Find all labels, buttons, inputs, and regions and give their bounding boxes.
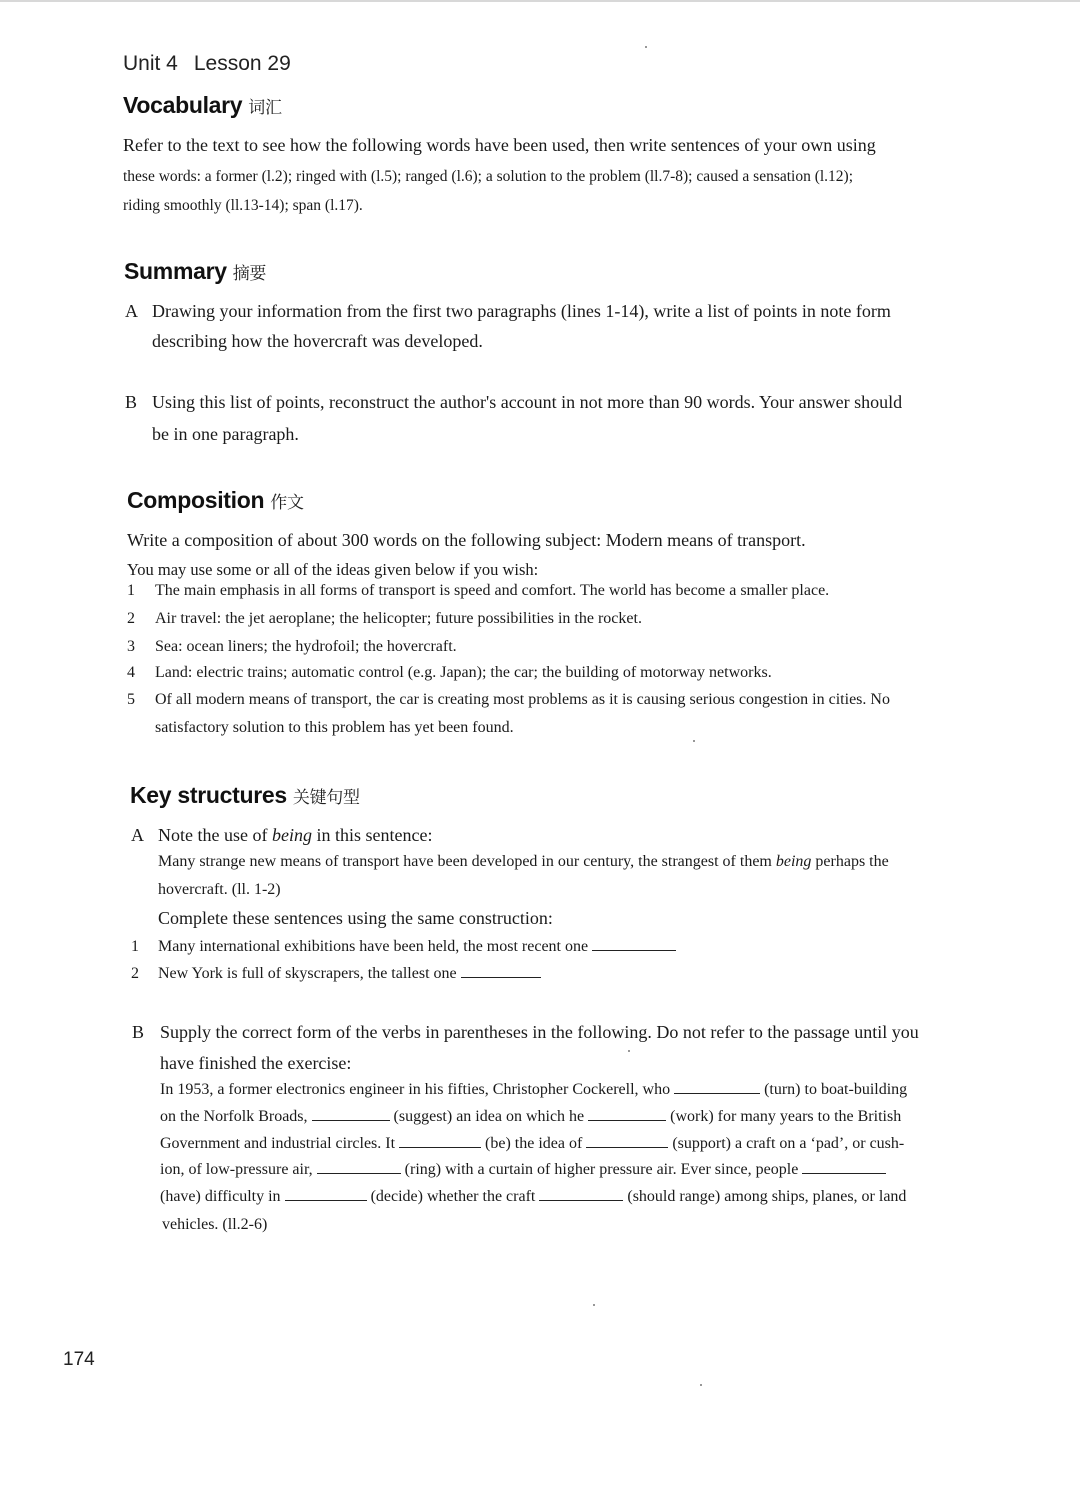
answer-blank[interactable]: [802, 1163, 886, 1174]
scan-speck: [593, 1304, 595, 1306]
idea-text: Of all modern means of transport, the car is creating most problems as it is causing serious congestion in cities. No: [155, 691, 890, 708]
passage-text: (ring) with a curtain of higher pressure air. Ever since, people: [404, 1161, 799, 1178]
note-pre: Note the use of: [158, 825, 272, 845]
composition-title: Composition: [127, 487, 265, 513]
unit-lesson-header: [123, 52, 291, 76]
answer-blank[interactable]: [539, 1190, 623, 1201]
vocabulary-line-2: these words: a former (l.2); ringed with (l.5); ranged (l.6); a solution to the problem (ll.7-8); caused a sensation (l.12);: [123, 168, 854, 185]
idea-item: [127, 691, 1007, 741]
passage-text: (be) the idea of: [485, 1135, 583, 1152]
answer-blank[interactable]: [312, 1110, 390, 1121]
scan-speck: [628, 1050, 630, 1052]
vocabulary-line-1: Refer to the text to see how the following words have been used, then write sentences of your own using: [123, 135, 876, 155]
passage-text: (suggest) an idea on which he: [393, 1108, 585, 1125]
example-post: perhaps the: [811, 853, 889, 870]
example-pre: Many strange new means of transport have been developed in our century, the strangest of them: [158, 853, 776, 870]
composition-intro: Write a composition of about 300 words on the following subject: Modern means of transport.: [127, 530, 806, 550]
idea-text: The main emphasis in all forms of transport is speed and comfort. The world has become a smaller place.: [155, 582, 830, 599]
answer-blank[interactable]: [586, 1137, 668, 1148]
note-emphasis: being: [271, 825, 312, 845]
top-border: [0, 0, 1080, 2]
passage-line: [162, 1216, 267, 1234]
idea-number: 4: [127, 664, 135, 681]
item-text: Using this list of points, reconstruct the author's account in not more than 90 words. Your answer should: [152, 392, 903, 412]
scan-speck: [700, 1384, 702, 1386]
passage-text: (turn) to boat-building: [764, 1081, 908, 1098]
idea-text: Air travel: the jet aeroplane; the helicopter; future possibilities in the rocket.: [155, 610, 642, 627]
idea-item: [127, 664, 1007, 686]
item-label: A: [125, 301, 138, 321]
note-post: in this sentence:: [311, 825, 433, 845]
answer-blank[interactable]: [461, 967, 541, 978]
note-text: [158, 825, 432, 846]
example-sentence-line-2: hovercraft. (ll. 1-2): [158, 881, 281, 898]
answer-blank[interactable]: [588, 1110, 666, 1121]
exercise-number: 2: [131, 965, 139, 982]
passage-text: Government and industrial circles. It: [160, 1135, 396, 1152]
key-structures-a-note: [131, 825, 433, 846]
passage-line: [160, 1188, 906, 1206]
passage-text: on the Norfolk Broads,: [160, 1108, 308, 1125]
exercise-number: 1: [131, 938, 139, 955]
key-structures-heading: [130, 782, 360, 809]
item-text-2: be in one paragraph.: [152, 424, 299, 444]
idea-item: [127, 582, 1007, 604]
exercise-sentence: Many international exhibitions have been held, the most recent one: [158, 938, 589, 955]
key-structures-b: [132, 1022, 919, 1073]
lesson-label: Lesson 29: [193, 52, 291, 75]
passage-text: (decide) whether the craft: [370, 1188, 536, 1205]
unit-label: Unit 4: [123, 52, 178, 75]
summary-title: Summary: [124, 258, 227, 284]
item-text-2: describing how the hovercraft was developed.: [152, 331, 483, 351]
idea-text: Land: electric trains; automatic control (e.g. Japan); the car; the building of motorway networks.: [155, 664, 772, 681]
exercise-text: [158, 938, 676, 956]
example-emphasis: being: [775, 853, 812, 870]
vocabulary-line-3: riding smoothly (ll.13-14); span (l.17).: [123, 197, 363, 214]
idea-number: 3: [127, 638, 135, 655]
summary-heading: [124, 258, 266, 285]
passage-line: [160, 1135, 904, 1153]
page-number: 174: [63, 1349, 95, 1370]
vocabulary-heading: [123, 92, 282, 119]
passage-text: ion, of low-pressure air,: [160, 1161, 313, 1178]
example-sentence: [158, 853, 889, 871]
passage-text: (have) difficulty in: [160, 1188, 281, 1205]
idea-text: Sea: ocean liners; the hydrofoil; the hovercraft.: [155, 638, 457, 655]
idea-number: 1: [127, 582, 135, 599]
answer-blank[interactable]: [674, 1083, 760, 1094]
exercise-sentence: New York is full of skyscrapers, the tallest one: [158, 965, 457, 982]
key-structures-title: Key structures: [130, 782, 287, 808]
exercise-item: [131, 938, 831, 960]
summary-title-cn: 摘要: [232, 264, 267, 284]
passage-text: In 1953, a former electronics engineer in his fifties, Christopher Cockerell, who: [160, 1081, 671, 1098]
answer-blank[interactable]: [399, 1137, 481, 1148]
b-instruction-line-1: Supply the correct form of the verbs in parentheses in the following. Do not refer to the passage until you: [160, 1022, 919, 1042]
composition-title-cn: 作文: [270, 493, 304, 513]
idea-number: 2: [127, 610, 135, 627]
composition-sub: You may use some or all of the ideas given below if you wish:: [127, 560, 539, 579]
b-instruction-line-2: have finished the exercise:: [160, 1053, 352, 1073]
idea-number: 5: [127, 691, 135, 708]
passage-text: (work) for many years to the British: [670, 1108, 902, 1125]
answer-blank[interactable]: [592, 940, 676, 951]
item-label: A: [131, 825, 144, 845]
idea-item: [127, 638, 1007, 660]
vocabulary-title: Vocabulary: [123, 92, 243, 118]
item-label: B: [132, 1022, 145, 1042]
key-structures-title-cn: 关键句型: [292, 788, 360, 808]
passage-text: (support) a craft on a ‘pad’, or cush-: [672, 1135, 905, 1152]
idea-text-2: satisfactory solution to this problem has yet been found.: [155, 719, 514, 736]
passage-text: vehicles. (ll.2-6): [162, 1216, 268, 1233]
passage-text: (should range) among ships, planes, or land: [627, 1188, 907, 1205]
passage-line: [160, 1108, 901, 1126]
answer-blank[interactable]: [285, 1190, 367, 1201]
passage-line: [160, 1161, 886, 1179]
item-text: Drawing your information from the first two paragraphs (lines 1-14), write a list of points in note form: [152, 301, 891, 321]
idea-item: [127, 610, 1007, 632]
item-label: B: [125, 392, 138, 412]
composition-heading: [127, 487, 304, 514]
scan-speck: [693, 740, 695, 742]
exercise-item: [131, 965, 831, 987]
scan-speck: [645, 46, 647, 48]
passage-line: [160, 1081, 907, 1099]
answer-blank[interactable]: [317, 1163, 401, 1174]
vocabulary-title-cn: 词汇: [248, 98, 282, 118]
exercise-text: [158, 965, 541, 983]
instruction-text: Complete these sentences using the same construction:: [158, 908, 553, 928]
